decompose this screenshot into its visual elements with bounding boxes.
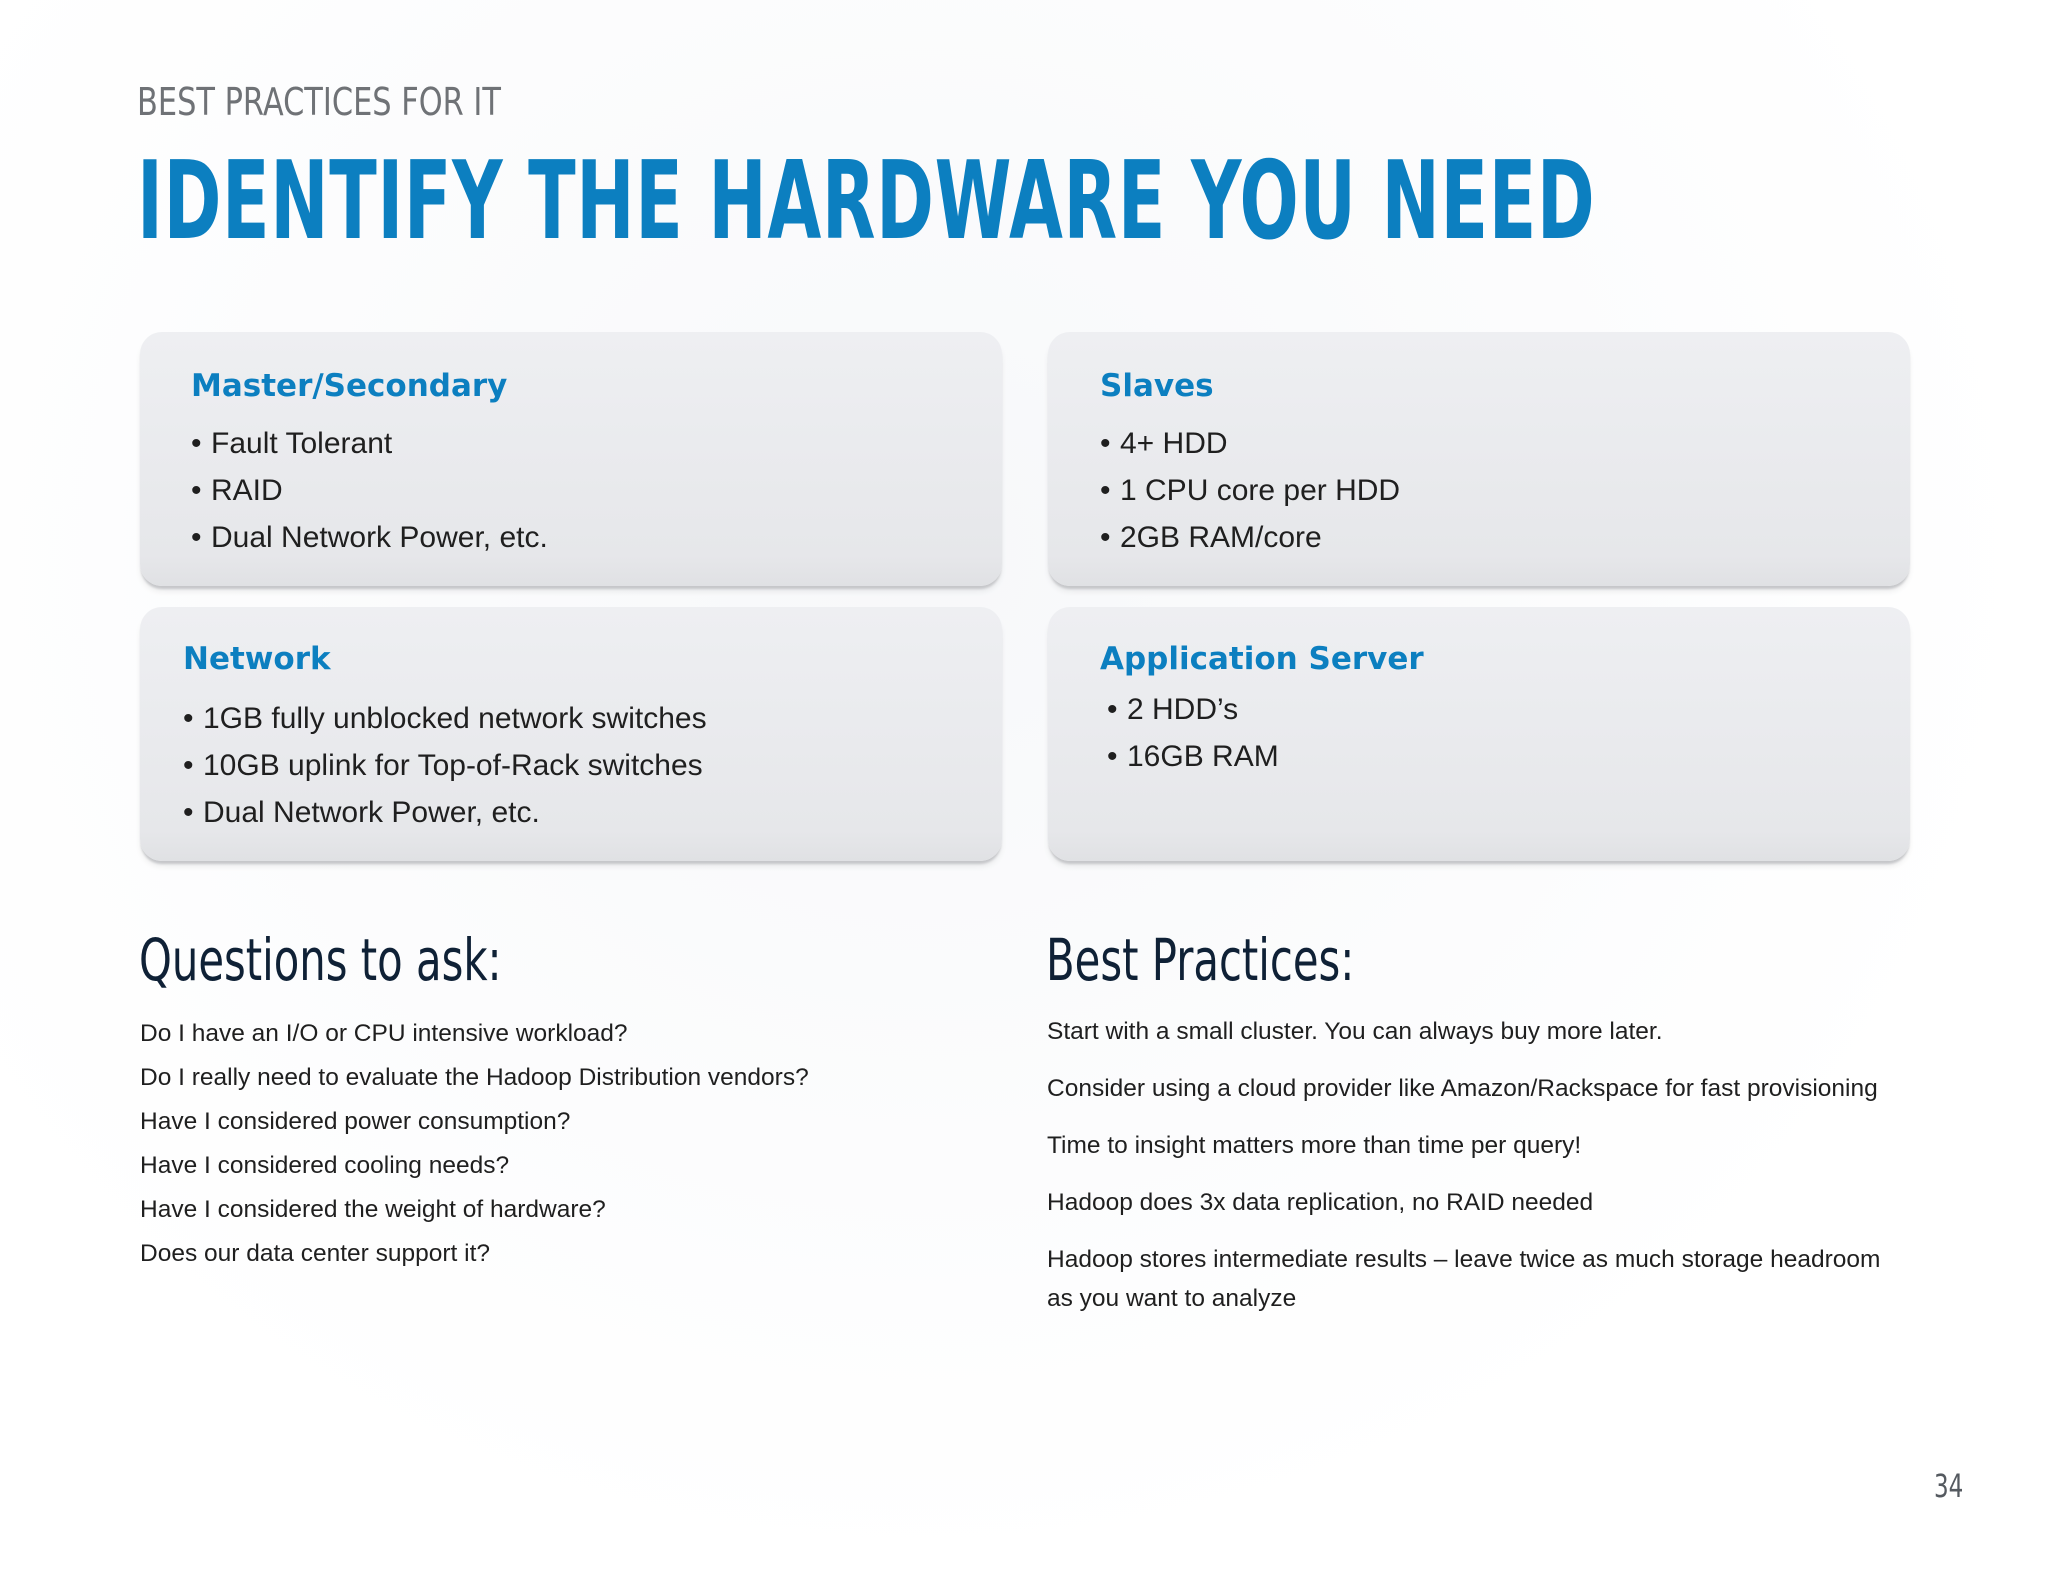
card-slaves <box>1048 332 1910 586</box>
bullet-icon: • <box>1107 693 1118 726</box>
question-item: Do I really need to evaluate the Hadoop Distribution vendors? <box>140 1064 809 1091</box>
questions-heading: Questions to ask: <box>139 926 502 994</box>
card-title-master-secondary: Master/Secondary <box>191 368 508 404</box>
questions-list <box>140 1012 1000 1276</box>
bullet-icon: • <box>183 702 194 735</box>
bullet-icon: • <box>191 521 202 554</box>
best-practice-item: Start with a small cluster. You can always buy more later. <box>1047 1018 1663 1045</box>
list-item: • Dual Network Power, etc. <box>191 514 548 561</box>
list-item: • 10GB uplink for Top-of-Rack switches <box>183 742 707 789</box>
card-network <box>140 607 1002 861</box>
section-kicker: BEST PRACTICES FOR IT <box>137 80 501 124</box>
card-master-secondary <box>140 332 1002 586</box>
bullet-icon: • <box>191 427 202 460</box>
question-item: Have I considered cooling needs? <box>140 1152 510 1179</box>
bullet-icon: • <box>191 474 202 507</box>
best-practice-item: Hadoop stores intermediate results – leave twice as much storage headroom as you want to analyze <box>1047 1246 1881 1312</box>
question-item: Do I have an I/O or CPU intensive workload? <box>140 1020 628 1047</box>
best-practice-item: Hadoop does 3x data replication, no RAID needed <box>1047 1189 1594 1216</box>
list-item: • RAID <box>191 467 548 514</box>
card-title-slaves: Slaves <box>1100 368 1214 404</box>
bullet-icon: • <box>183 749 194 782</box>
list-item: • 2 HDD’s <box>1107 686 1279 733</box>
best-practice-item: Time to insight matters more than time per query! <box>1047 1132 1582 1159</box>
page-title: IDENTIFY THE HARDWARE YOU NEED <box>137 139 1596 264</box>
best-practices-list <box>1047 1012 1907 1336</box>
card-list-network <box>183 695 707 836</box>
card-application-server <box>1048 607 1910 861</box>
bullet-icon: • <box>1107 740 1118 773</box>
card-title-network: Network <box>183 641 331 677</box>
card-list-master-secondary <box>191 420 548 561</box>
card-list-slaves <box>1100 420 1400 561</box>
bullet-icon: • <box>1100 427 1111 460</box>
best-practice-item: Consider using a cloud provider like Amazon/Rackspace for fast provisioning <box>1047 1075 1878 1102</box>
card-list-application-server <box>1107 686 1279 780</box>
question-item: Does our data center support it? <box>140 1240 491 1267</box>
page-number: 34 <box>1934 1467 1964 1505</box>
bullet-icon: • <box>1100 521 1111 554</box>
list-item: • 2GB RAM/core <box>1100 514 1400 561</box>
card-title-application-server: Application Server <box>1100 641 1424 677</box>
best-practices-heading: Best Practices: <box>1046 926 1355 994</box>
list-item: • 1 CPU core per HDD <box>1100 467 1400 514</box>
list-item: • Dual Network Power, etc. <box>183 789 707 836</box>
question-item: Have I considered power consumption? <box>140 1108 571 1135</box>
question-item: Have I considered the weight of hardware? <box>140 1196 606 1223</box>
list-item: • 1GB fully unblocked network switches <box>183 695 707 742</box>
list-item: • 4+ HDD <box>1100 420 1400 467</box>
bullet-icon: • <box>1100 474 1111 507</box>
list-item: • Fault Tolerant <box>191 420 548 467</box>
list-item: • 16GB RAM <box>1107 733 1279 780</box>
bullet-icon: • <box>183 796 194 829</box>
